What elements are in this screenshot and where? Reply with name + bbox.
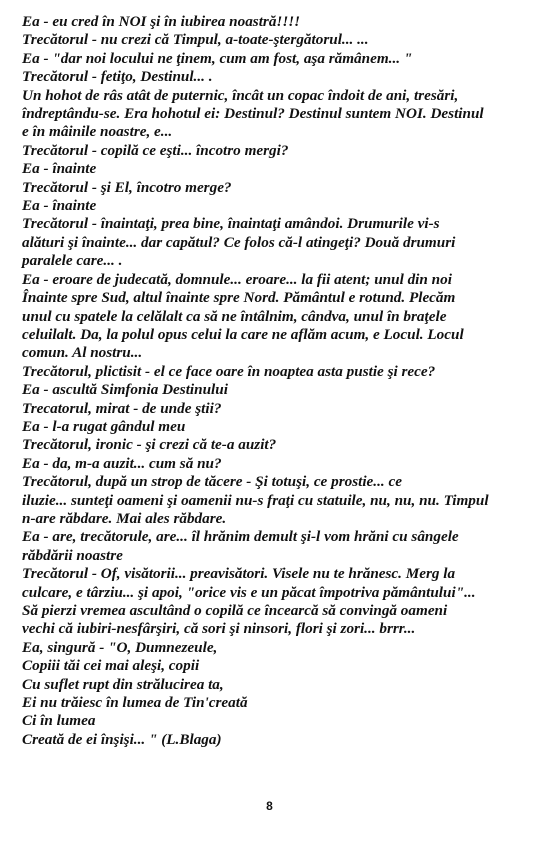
text-line: Trecătorul, după un strop de tăcere - Şi totuşi, ce prostie... ce <box>22 473 402 491</box>
text-line: Trecătorul - nu crezi că Timpul, a-toate-ştergătorul... ... <box>22 31 369 49</box>
text-line: Ea - înainte <box>22 160 97 178</box>
text-line: îndreptându-se. Era hohotul ei: Destinul? Destinul suntem NOI. Destinul <box>22 105 484 123</box>
text-line: Ea - eroare de judecată, domnule... eroare... la fii atent; unul din noi <box>22 270 452 288</box>
text-line: iluzie... sunteţi oameni şi oamenii nu-s fraţi cu statuile, nu, nu, nu. Timpul <box>22 491 489 509</box>
text-line: Un hohot de râs atât de puternic, încât un copac îndoit de ani, tresări, <box>22 86 459 104</box>
body-text <box>22 13 522 749</box>
text-line: Trecătorul - şi El, încotro merge? <box>22 178 232 196</box>
text-line: Să pierzi vremea ascultând o copilă ce încearcă să convingă oameni <box>22 602 448 619</box>
text-line: Cu suflet rupt din strălucirea ta, <box>22 675 224 693</box>
text-line: culcare, e târziu... şi apoi, "orice vis e un păcat împotriva pământului"... <box>22 583 476 601</box>
text-line: Ci în lumea <box>22 712 96 730</box>
text-line: Ea - ascultă Simfonia Destinului <box>22 381 228 399</box>
text-line: răbdării noastre <box>22 546 123 564</box>
text-line: Trecătorul - fetiţo, Destinul... . <box>22 68 213 86</box>
text-line: Înainte spre Sud, altul înainte spre Nord. Pământul e rotund. Plecăm <box>22 289 456 307</box>
text-line: Trecătorul, ironic - şi crezi că te-a auzit? <box>22 436 277 454</box>
text-line: alături şi înainte... dar capătul? Ce folos că-l atingeţi? Două drumuri <box>22 233 456 251</box>
page-number: 8 <box>266 799 273 813</box>
text-line: Creată de ei înşişi... " (L.Blaga) <box>22 730 222 748</box>
text-line: Ei nu trăiesc în lumea de Tin'creată <box>22 694 248 712</box>
text-line: celuilalt. Da, la polul opus celui la care ne aflăm acum, e Locul. Locul <box>22 325 464 343</box>
text-line: comun. Al nostru... <box>22 344 143 362</box>
text-line: Ea - eu cred în NOI şi în iubirea noastră!!!! <box>22 13 301 30</box>
text-line: unul cu spatele la celălalt ca să ne întâlnim, cândva, unul în braţele <box>22 307 447 325</box>
text-line: Ea - înainte <box>22 197 97 215</box>
text-line: n-are răbdare. Mai ales răbdare. <box>22 509 227 527</box>
text-line: Ea - da, m-a auzit... cum să nu? <box>22 454 222 472</box>
text-line: Ea, singură - "O, Dumnezeule, <box>22 638 218 656</box>
text-line: Trecătorul - copilă ce eşti... încotro mergi? <box>22 141 289 159</box>
text-line: Trecătorul - Of, visătorii... preavisători. Visele nu te hrănesc. Merg la <box>22 565 456 583</box>
text-line: Ea - are, trecătorule, are... îl hrănim demult şi-l vom hrăni cu sângele <box>22 528 459 546</box>
text-line: Trecătorul - înaintaţi, prea bine, înaintaţi amândoi. Drumurile vi-s <box>22 215 440 233</box>
text-line: Trecatorul, mirat - de unde ştii? <box>22 399 222 417</box>
text-line: paralele care... . <box>22 252 123 270</box>
text-line: Ea - l-a rugat gândul meu <box>22 417 186 435</box>
text-line: vechi că iubiri-nesfârşiri, că sori şi ninsori, flori şi zori... brrr... <box>22 620 416 638</box>
text-line: Ea - "dar noi locului ne ţinem, cum am fost, aşa rămânem... " <box>22 49 413 67</box>
text-line: e în mâinile noastre, e... <box>22 123 173 141</box>
text-line: Copiii tăi cei mai aleşi, copii <box>22 657 200 675</box>
text-line: Trecătorul, plictisit - el ce face oare în noaptea asta pustie şi rece? <box>22 362 436 380</box>
